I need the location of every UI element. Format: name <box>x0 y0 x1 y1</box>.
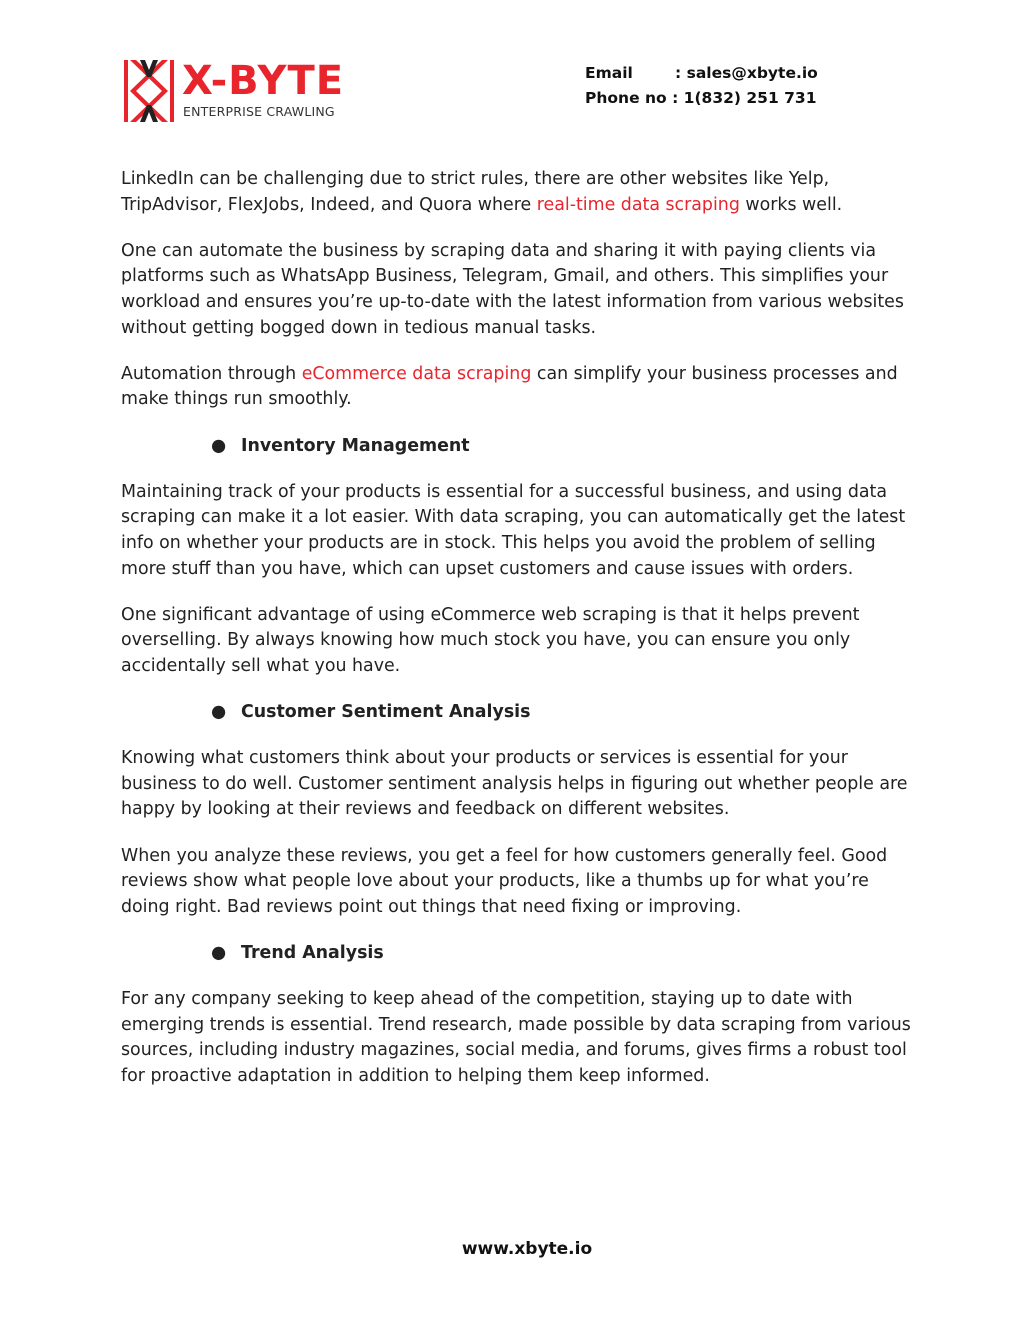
heading-trend-analysis <box>121 941 911 967</box>
paragraph-text: can simplify your business processes and make things run smoothly. <box>121 363 898 410</box>
logo-tagline: ENTERPRISE CRAWLING <box>183 104 335 119</box>
page-header <box>0 0 1024 140</box>
logo-wordmark: X-BYTE <box>182 58 345 104</box>
paragraph-reviews: When you analyze these reviews, you get a feel for how customers generally feel. Good reviews show what people love about your products, like a thumbs up for what you’re doing right. Bad reviews point out things that need fixing or improving. <box>121 845 888 917</box>
bullet-icon: ● <box>211 943 227 963</box>
paragraph-text: Automation through <box>121 363 302 384</box>
paragraph-automation <box>121 362 911 413</box>
email-value[interactable]: : sales@xbyte.io <box>675 64 818 82</box>
paragraph-text: LinkedIn can be challenging due to strict rules, there are other websites like Yelp, TripAdvisor, FlexJobs, Indeed, and Quora where <box>121 169 830 215</box>
contact-info <box>585 61 818 111</box>
paragraph-sentiment: Knowing what customers think about your products or services is essential for your business to do well. Customer sentiment analysis helps in figuring out whether people are happy by looking at their reviews and feedback on different websites. <box>121 748 908 820</box>
paragraph-inventory: Maintaining track of your products is essential for a successful business, and using data scraping can make it a lot easier. With data scraping, you can automatically get the latest info on whether your products are in stock. This helps you avoid the problem of selling more stuff than you have, which can upset customers and cause issues with orders. <box>121 481 906 579</box>
real-time-data-scraping-link[interactable]: real-time data scraping <box>536 194 740 215</box>
paragraph-trends: For any company seeking to keep ahead of the competition, staying up to date with emerging trends is essential. Trend research, made possible by data scraping from various sources, including industry magazines, social media, and forums, gives firms a robust tool for proactive adaptation in addition to helping them keep informed. <box>121 989 911 1086</box>
phone-value[interactable]: : 1(832) 251 731 <box>672 89 817 107</box>
ecommerce-data-scraping-link[interactable]: eCommerce data scraping <box>301 363 532 384</box>
bullet-icon: ● <box>211 435 227 456</box>
email-label: Email <box>585 64 633 82</box>
heading-customer-sentiment-analysis <box>121 700 911 726</box>
phone-label: Phone no <box>585 89 667 107</box>
footer-website-link[interactable]: www.xbyte.io <box>461 1239 593 1259</box>
bullet-icon: ● <box>211 702 227 723</box>
phone-row <box>585 86 818 111</box>
heading-text: Inventory Management <box>241 435 470 456</box>
paragraph-automate-business: One can automate the business by scraping data and sharing it with paying clients via platforms such as WhatsApp Business, Telegram, Gmail, and others. This simplifies your workload and ensures you’re up-to-date with the latest information from various websites without getting bogged down in tedious manual tasks. <box>121 240 904 338</box>
xbyte-logo <box>122 60 362 124</box>
heading-text: Customer Sentiment Analysis <box>241 702 531 723</box>
paragraph-linkedin <box>121 167 911 218</box>
paragraph-text: works well. <box>739 194 843 215</box>
heading-text: Trend Analysis <box>241 943 384 963</box>
heading-inventory-management <box>121 434 911 460</box>
email-row <box>585 61 818 86</box>
xbyte-logo-mark-icon <box>122 60 176 122</box>
document-body <box>121 167 911 1110</box>
paragraph-overselling: One significant advantage of using eCommerce web scraping is that it helps prevent overselling. By always knowing how much stock you have, you can ensure you only accidentally sell what you have. <box>121 604 860 676</box>
